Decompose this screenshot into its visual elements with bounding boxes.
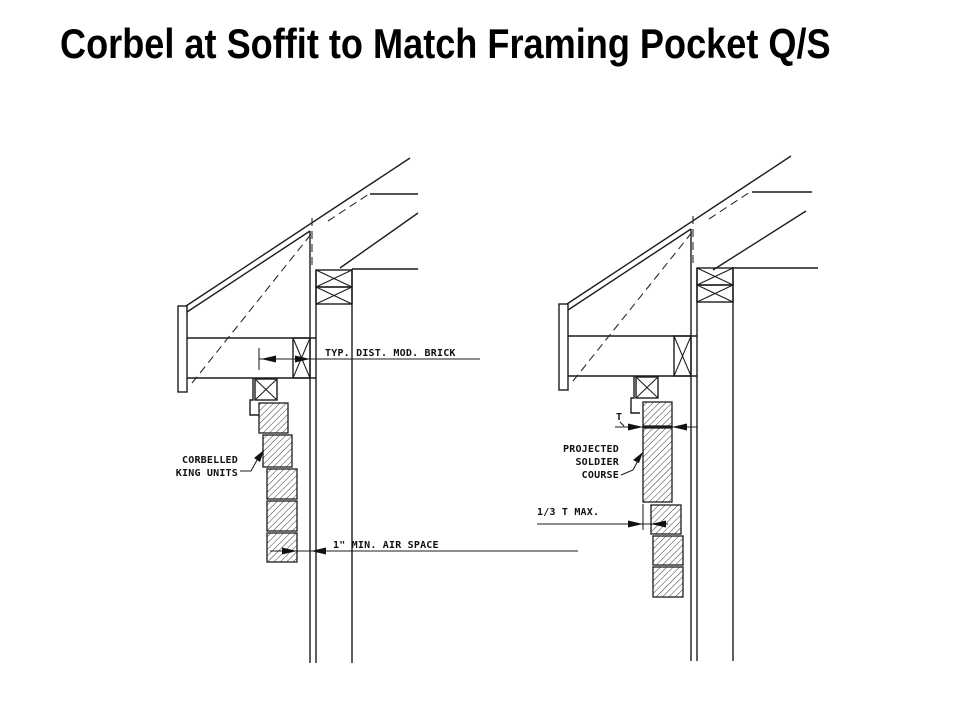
min-air-space-label: 1" MIN. AIR SPACE — [333, 540, 439, 551]
corbelled-label-line1: CORBELLED — [182, 455, 238, 466]
corbelled-brick-courses — [259, 403, 297, 562]
slide-title: Corbel at Soffit to Match Framing Pocket Q/S — [60, 20, 831, 67]
soldier-course-bricks — [643, 402, 683, 597]
typ-dist-mod-brick-label: TYP. DIST. MOD. BRICK — [325, 348, 456, 359]
eave-framing — [175, 158, 410, 663]
corbelled-king-units-callout — [176, 450, 264, 479]
projected-label-line3: COURSE — [581, 470, 619, 481]
one-third-t-dimension — [537, 504, 668, 530]
projected-label-line1: PROJECTED — [563, 444, 619, 455]
t-label: T — [616, 412, 623, 423]
right-detail-drawing — [461, 98, 836, 673]
projected-soldier-course-callout — [563, 444, 643, 481]
typ-dist-dimension — [259, 348, 480, 370]
projected-label-line2: SOLDIER — [575, 457, 619, 468]
one-third-t-max-label: 1/3 T MAX. — [537, 507, 600, 518]
corbelled-label-line2: KING UNITS — [175, 468, 238, 479]
right-roof-cut-lines — [713, 192, 818, 270]
